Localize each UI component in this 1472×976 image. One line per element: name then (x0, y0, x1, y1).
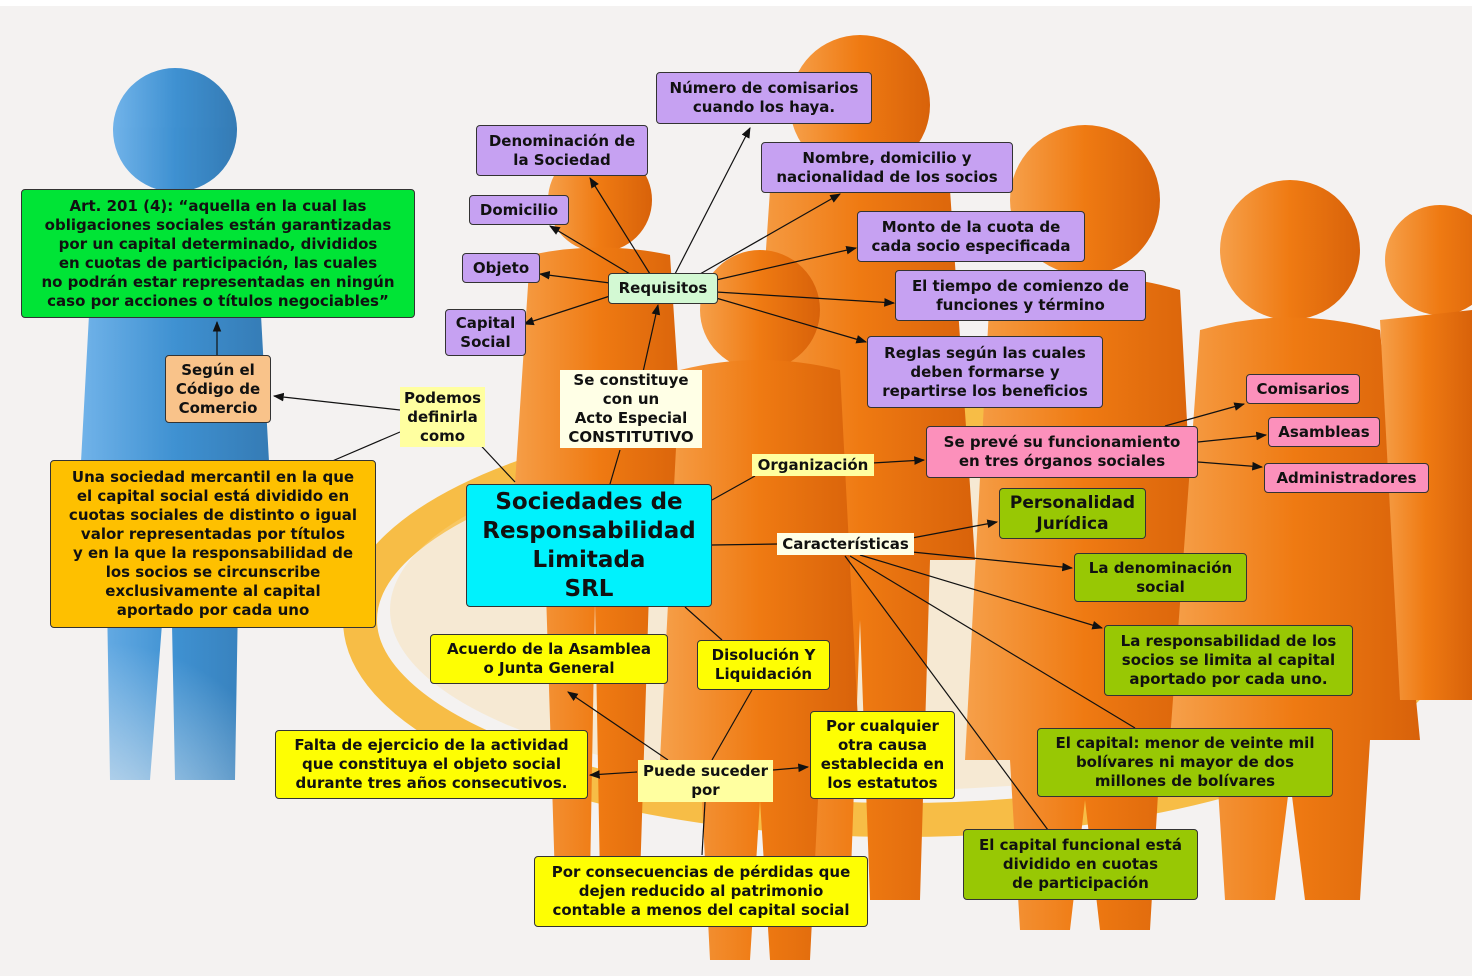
link-org-administradores (1198, 462, 1262, 467)
link-cause-perdidas (702, 802, 705, 855)
req-denominacion: Denominación de la Sociedad (476, 125, 648, 176)
legal-article-definition: Art. 201 (4): “aquella en la cual las obligaciones sociales están garantizadas por un capital determinado, divididos en cuotas de participación, las cuales no podrán estar representadas en ningún caso por acciones o títulos negociables” (21, 189, 415, 318)
char-capital-funcional: El capital funcional está dividido en cuotas de participación (963, 829, 1198, 900)
req-nombre-domicilio: Nombre, domicilio y nacionalidad de los socios (761, 142, 1013, 193)
constitution-link-label: Se constituye con un Acto Especial CONSTITUTIVO (560, 370, 702, 448)
legal-source-node: Según el Código de Comercio (165, 355, 271, 423)
req-comisarios: Número de comisarios cuando los haya. (656, 72, 872, 124)
link-definition-to-source (274, 396, 400, 410)
organ-comisarios: Comisarios (1246, 374, 1360, 404)
link-req-reglas (716, 298, 866, 342)
requirements-hub: Requisitos (608, 273, 718, 304)
link-char-personalidad (912, 522, 997, 538)
organ-administradores: Administradores (1264, 463, 1429, 493)
link-req-nombre (700, 194, 840, 274)
cause-perdidas: Por consecuencias de pérdidas que dejen reducido al patrimonio contable a menos del capital social (534, 856, 868, 927)
cause-estatutos: Por cualquier otra causa establecida en los estatutos (810, 711, 955, 799)
req-capital-social: Capital Social (445, 309, 526, 356)
link-req-denominacion (590, 178, 650, 274)
link-definition-to-summary (330, 432, 400, 462)
characteristics-link-label: Características (777, 533, 914, 555)
char-capital-limits: El capital: menor de veinte mil bolívares ni mayor de dos millones de bolívares (1037, 728, 1333, 797)
link-org-to-description (872, 460, 924, 463)
link-req-domicilio (550, 226, 630, 274)
req-domicilio: Domicilio (469, 195, 569, 225)
link-req-capital (524, 296, 610, 324)
dissolution-node: Disolución Y Liquidación (697, 640, 830, 690)
organ-asambleas: Asambleas (1268, 417, 1380, 447)
req-tiempo: El tiempo de comienzo de funciones y término (895, 270, 1146, 321)
link-org-asambleas (1198, 435, 1266, 442)
req-objeto: Objeto (462, 253, 540, 283)
char-denominacion-social: La denominación social (1074, 553, 1247, 602)
organization-description: Se prevé su funcionamiento en tres órganos sociales (926, 426, 1198, 478)
req-reglas: Reglas según las cuales deben formarse y repartirse los beneficios (867, 336, 1103, 408)
definition-link-label: Podemos definirla como (400, 387, 485, 447)
link-char-responsabilidad (860, 555, 1102, 628)
main-topic: Sociedades de Responsabilidad Limitada SRL (466, 484, 712, 607)
link-dissolution-to-causes (712, 690, 752, 760)
char-responsabilidad: La responsabilidad de los socios se limita al capital aportado por cada uno. (1104, 625, 1353, 696)
link-main-to-dissolution (685, 607, 722, 640)
dissolution-link-label: Puede suceder por (638, 760, 773, 802)
link-main-to-organization (712, 476, 755, 500)
link-req-objeto (540, 274, 610, 283)
req-cuota: Monto de la cuota de cada socio especificada (857, 211, 1085, 262)
link-main-to-constitution (610, 450, 620, 484)
cause-falta-ejercicio: Falta de ejercicio de la actividad que constituya el objeto social durante tres años consecutivos. (275, 730, 588, 799)
link-cause-estatutos (773, 767, 808, 770)
char-personalidad-juridica: Personalidad Jurídica (999, 488, 1146, 539)
link-constitution-to-requirements (643, 305, 658, 372)
link-cause-falta (590, 772, 637, 775)
link-req-tiempo (716, 292, 894, 303)
cause-acuerdo: Acuerdo de la Asamblea o Junta General (430, 634, 668, 684)
definition-summary: Una sociedad mercantil en la que el capital social está dividido en cuotas sociales de distinto o igual valor representadas por títulos y en la que la responsabilidad de los socios se circunscribe exclusivamente al capital aportado por cada uno (50, 460, 376, 628)
link-org-comisarios (1165, 404, 1244, 426)
link-char-denominacion (912, 552, 1072, 568)
organization-link-label: Organización (752, 454, 874, 476)
link-main-to-characteristics (712, 544, 778, 545)
